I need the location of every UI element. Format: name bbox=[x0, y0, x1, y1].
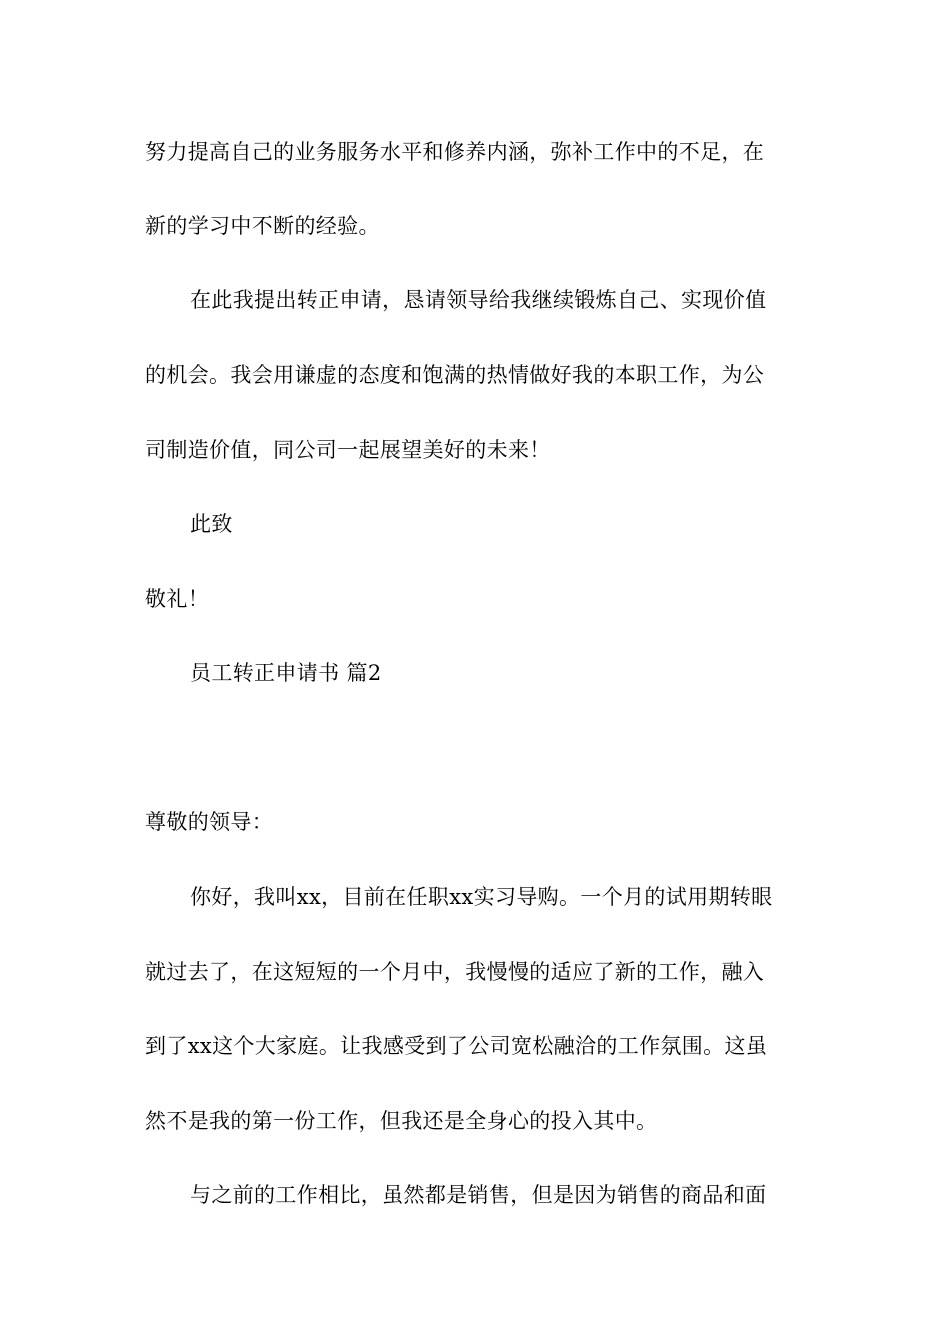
paragraph-line: 与之前的工作相比，虽然都是销售，但是因为销售的商品和面 bbox=[190, 1183, 767, 1207]
paragraph-line: 司制造价值，同公司一起展望美好的未来！ bbox=[145, 438, 551, 462]
paragraph-line: 在此我提出转正申请，恳请领导给我继续锻炼自己、实现价值 bbox=[190, 288, 767, 312]
closing-regards: 敬礼！ bbox=[145, 587, 210, 611]
paragraph-line: 新的学习中不断的经验。 bbox=[145, 214, 380, 238]
paragraph-line: 到了xx这个大家庭。让我感受到了公司宽松融洽的工作氛围。这虽 bbox=[145, 1034, 768, 1058]
greeting: 尊敬的领导： bbox=[145, 810, 274, 834]
closing-salutation: 此致 bbox=[190, 512, 233, 536]
paragraph-line: 的机会。我会用谦虚的态度和饱满的热情做好我的本职工作，为公 bbox=[145, 363, 765, 387]
paragraph-line: 努力提高自己的业务服务水平和修养内涵，弥补工作中的不足，在 bbox=[145, 140, 765, 164]
section-heading: 员工转正申请书 篇2 bbox=[190, 661, 382, 685]
paragraph-line: 你好，我叫xx，目前在任职xx实习导购。一个月的试用期转眼 bbox=[190, 885, 773, 909]
paragraph-line: 然不是我的第一份工作，但我还是全身心的投入其中。 bbox=[145, 1109, 658, 1133]
paragraph-line: 就过去了，在这短短的一个月中，我慢慢的适应了新的工作，融入 bbox=[145, 960, 765, 984]
